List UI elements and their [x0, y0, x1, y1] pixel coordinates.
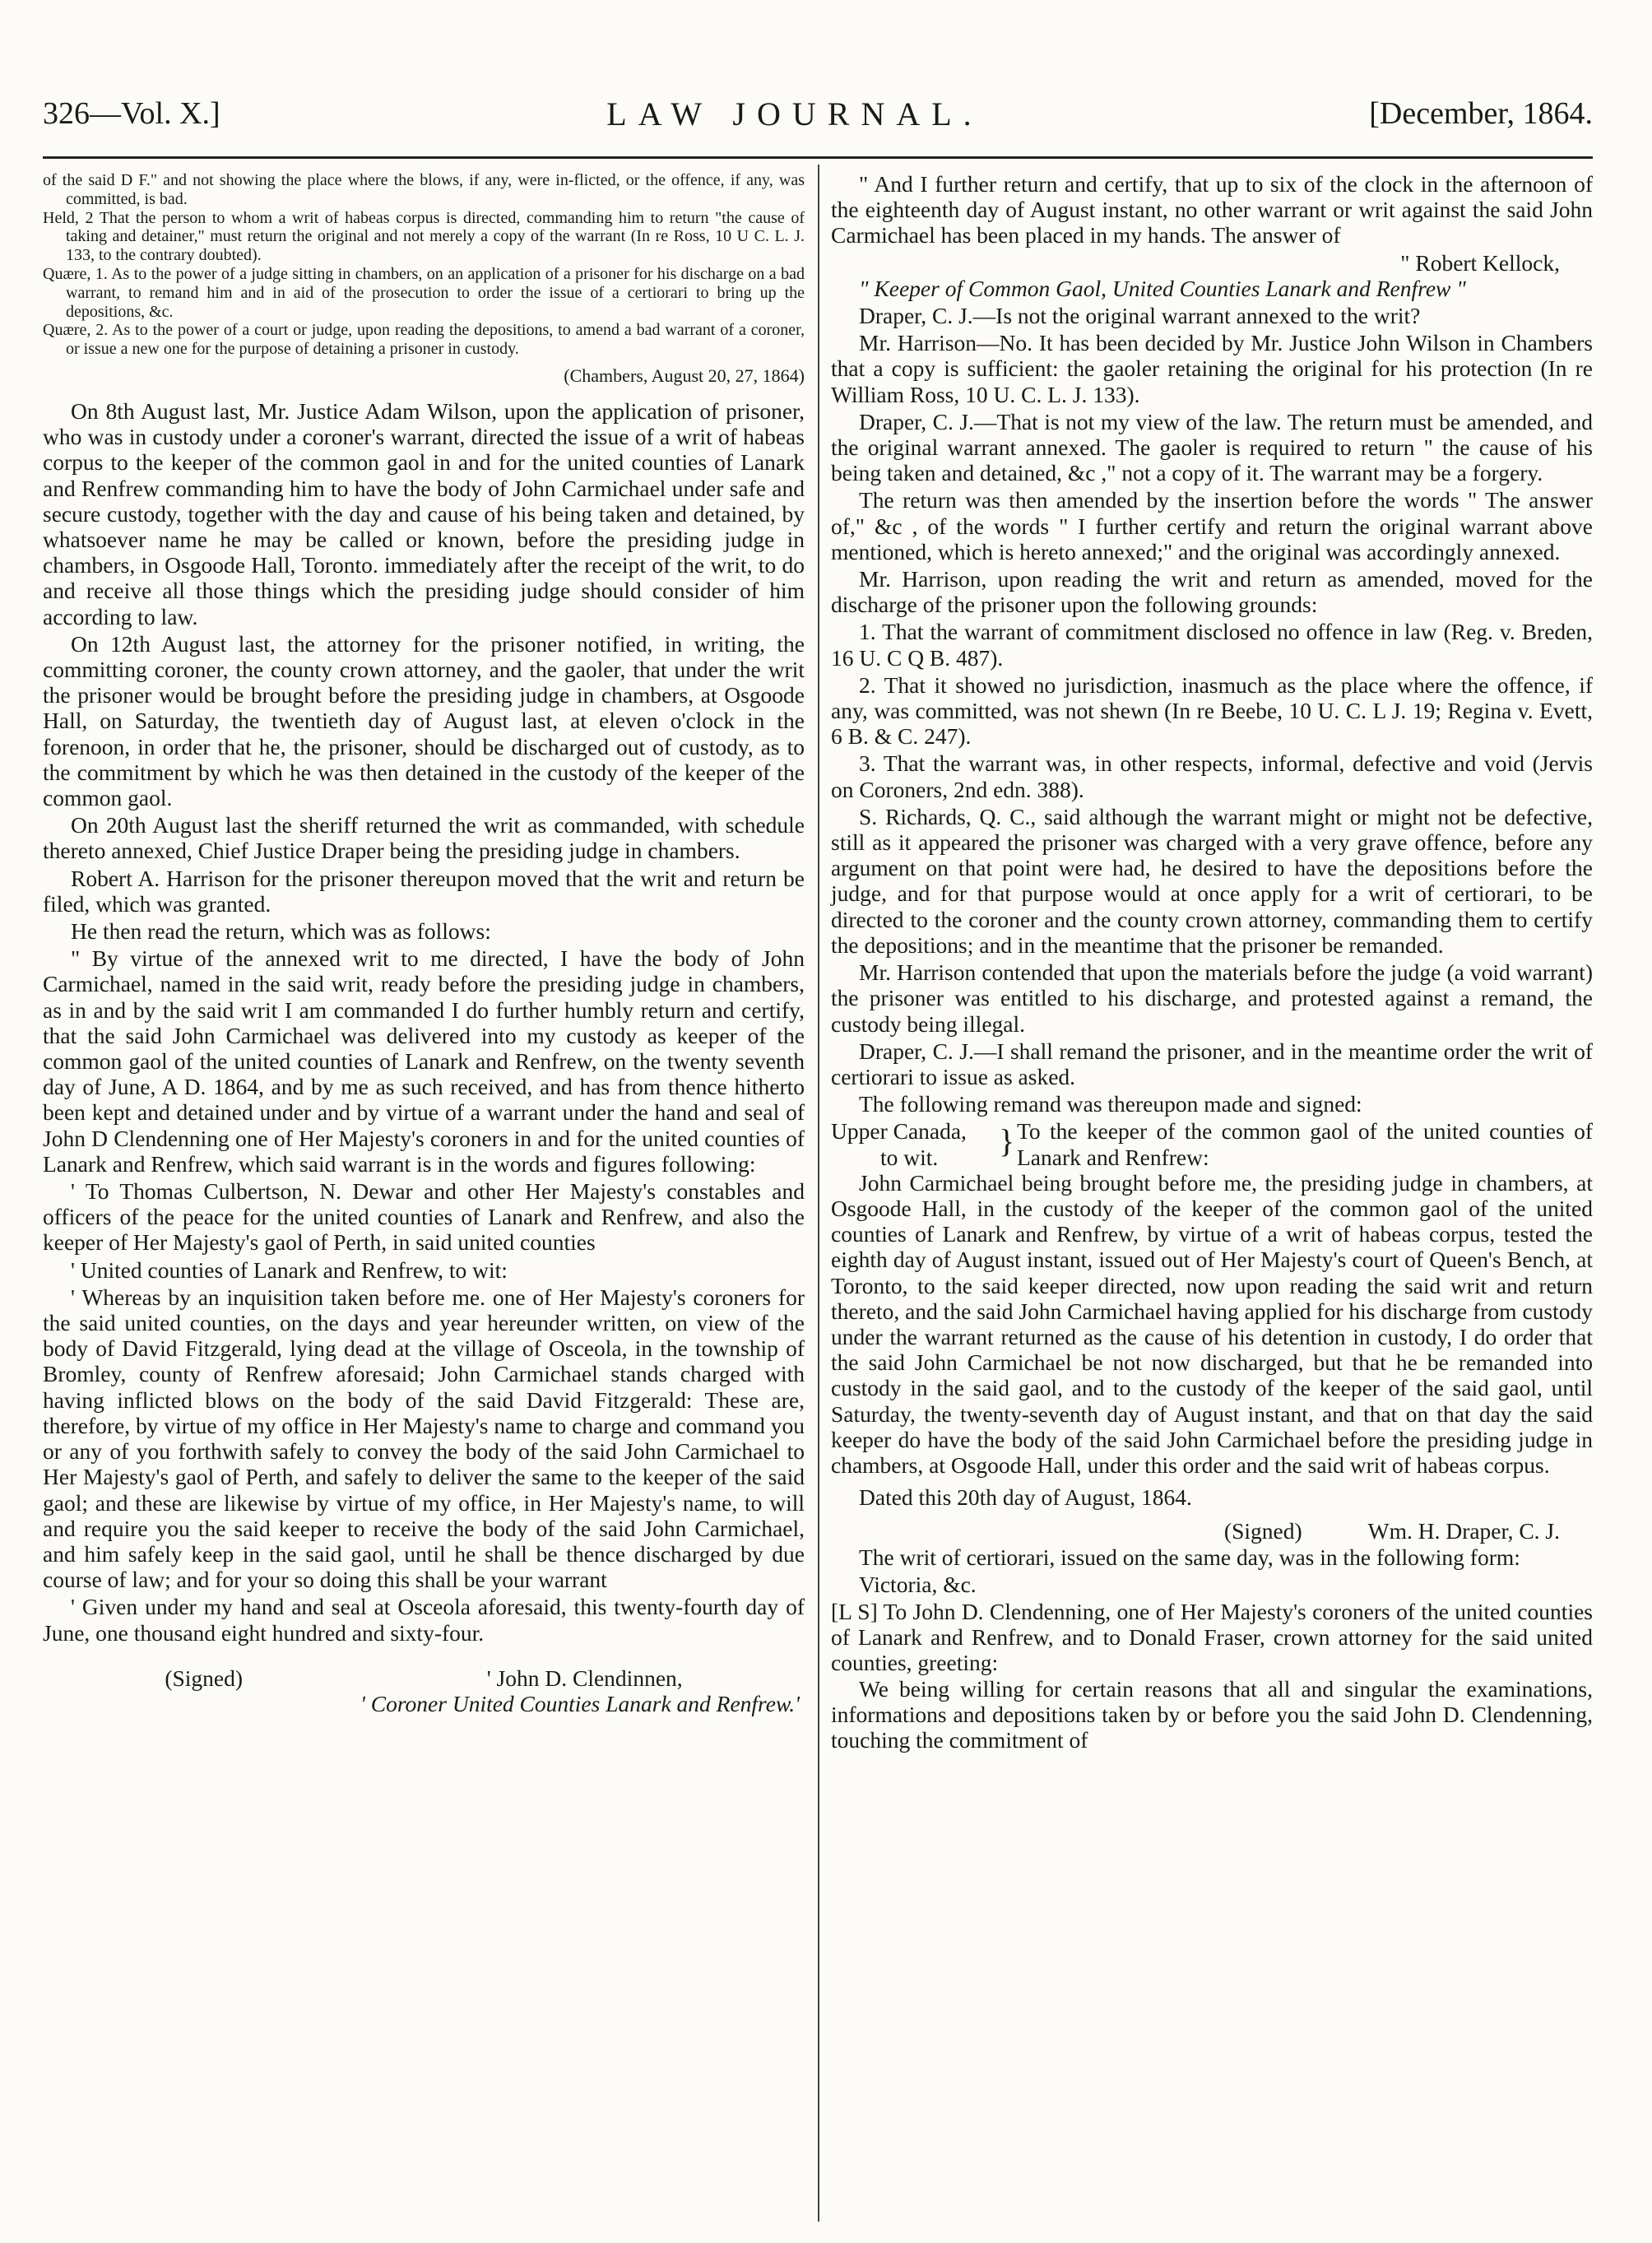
paragraph: Draper, C. J.—Is not the original warrant annexed to the writ?: [859, 303, 1421, 329]
victoria-line: Victoria, &c.: [859, 1571, 977, 1597]
paragraph: ' Whereas by an inquisition taken before me. one of Her Majesty's coroners for the said united counties, on the days and year hereunder written, on view of the body of David Fitzgerald, lying dead at the village of Osceola, in the township of Bromley, county of Renfrew aforesaid; John Carmichael stands charged with having inflicted blows on the body of the said David Fitzgerald: These are, therefore, by virtue of my office in Her Majesty's name to charge and command you or any of you forthwith safely to convey the body of the said John Carmichael to Her Majesty's gaol of Perth, and safely to deliver the same to the keeper of the said gaol; and these are likewise by virtue of my office, in Her Majesty's name, to will and require you the said keeper to receive the body of the said John Carmichael, and him safely keep in the said gaol, until he shall be thence discharged by due course of law; and for your so doing this shall be your warrant: [43, 1284, 805, 1593]
paragraph: ' United counties of Lanark and Renfrew, to wit:: [71, 1256, 508, 1283]
brace-glyph: }: [999, 1122, 1015, 1160]
draper-signature: [831, 1518, 1593, 1544]
certiorari-address: [L S] To John D. Clendenning, one of Her Majesty's coroners of the united counties of Lanark and Renfrew, and to Donald Fraser, crown attorney for the said united counties, greeting:: [831, 1598, 1593, 1676]
ground-item: 1. That the warrant of commitment disclosed no offence in law (Reg. v. Breden, 16 U. C Q B. 487).: [831, 619, 1593, 671]
page-label: 326—Vol. X.]: [43, 96, 220, 131]
paragraph: The following remand was thereupon made and signed:: [859, 1091, 1362, 1117]
paragraph: Mr. Harrison, upon reading the writ and return as amended, moved for the discharge of the prisoner upon the following grounds:: [831, 566, 1593, 618]
coroner-name: ' John D. Clendinnen,: [486, 1665, 683, 1691]
signed-label: (Signed): [1223, 1518, 1302, 1544]
paragraph: On 20th August last the sheriff returned the writ as commanded, with schedule thereto annexed, Chief Justice Draper being the presiding judge in chambers.: [43, 812, 805, 864]
paragraph: The return was then amended by the insertion before the words " The answer of," &c , of the words " I further certify and return the original warrant above mentioned, which is hereto annexed;" and the original was accordingly annexed.: [831, 487, 1593, 564]
paragraph: Mr. Harrison—No. It has been decided by Mr. Justice John Wilson in Chambers that a copy is sufficient: the gaoler retaining the original for his protection (In re William Ross, 10 U. C. L. J. 133).: [831, 330, 1593, 407]
coroner-title: ' Coroner United Counties Lanark and Renfrew.': [360, 1690, 800, 1716]
ground-item: 3. That the warrant was, in other respects, informal, defective and void (Jervis on Coroners, 2nd edn. 388).: [831, 750, 1593, 802]
paragraph: Draper, C. J.—I shall remand the prisoner, and in the meantime order the writ of certiorari to issue as asked.: [831, 1038, 1593, 1089]
journal-title: LAW JOURNAL.: [606, 95, 983, 132]
order-heading-address: To the keeper of the common gaol of the united counties of Lanark and Renfrew:: [1017, 1118, 1593, 1170]
paragraph: ' Given under my hand and seal at Osceola aforesaid, this twenty-fourth day of June, one thousand eight hundred and sixty-four.: [43, 1594, 805, 1646]
paragraph: " By virtue of the annexed writ to me directed, I have the body of John Carmichael, named in the said writ, ready before the presiding judge in chambers, as in and by the said writ I am commanded I do further humbly return and certify, that the said John Carmichael was delivered into my custody as keeper of the common gaol of the united counties of Lanark and Renfrew, on the twenty seventh day of June, A D. 1864, and by me as such received, and has from thence hitherto been kept and detained under and by virtue of a warrant under the hand and seal of John D Clendenning one of Her Majesty's coroners in and for the united counties of Lanark and Renfrew, which said warrant is in the words and figures following:: [43, 945, 805, 1177]
running-head: [43, 89, 1593, 138]
ground-item: 2. That it showed no jurisdiction, inasmuch as the place where the offence, if any, was committed, was not shewn (In re Beebe, 10 U. C. L J. 19; Regina v. Evett, 6 B. & C. 247).: [831, 671, 1593, 750]
order-heading-to-wit: to wit.: [880, 1144, 939, 1170]
headnote-line: Quære, 1. As to the power of a judge sitting in chambers, on an application of a prisoner for his discharge on a bad warrant, to remand him and in aid of the prosecution to order the issue of a certiorari to bring up the depositions, &c.: [43, 264, 805, 321]
return-continued: " And I further return and certify, that up to six of the clock in the afternoon of the eighteenth day of August instant, no other warrant or writ against the said John Carmichael has been placed in my hands. The answer of: [831, 171, 1593, 248]
column-divider: [818, 165, 819, 2222]
chambers-date: (Chambers, August 20, 27, 1864): [564, 365, 805, 386]
keeper-title: " Keeper of Common Gaol, United Counties Lanark and Renfrew ": [859, 275, 1466, 301]
headnote-line: of the said D F." and not showing the place where the blows, if any, were in-flicted, or the offence, if any, was committed, is bad.: [43, 171, 805, 208]
signed-name: Wm. H. Draper, C. J.: [1367, 1518, 1560, 1544]
paragraph: ' To Thomas Culbertson, N. Dewar and other Her Majesty's constables and officers of the peace for the united counties of Lanark and Renfrew, and also the keeper of Her Majesty's gaol of Perth, in said united counties: [43, 1178, 805, 1256]
header-rule: [43, 156, 1593, 159]
issue-date: [December, 1864.: [1369, 96, 1593, 131]
order-body: John Carmichael being brought before me, the presiding judge in chambers, at Osgoode Hall, in the custody of the keeper of the common gaol of the united counties of Lanark and Renfrew, by virtue of a writ of habeas corpus, tested the eighth day of August instant, issued out of Her Majesty's court of Queen's Bench, at Toronto, to the said keeper directed, now upon reading the said writ and return thereto, and the said John Carmichael having applied for his discharge from custody under the warrant returned as the cause of his detention in custody, I do order that the said John Carmichael be not now discharged, but that he be remanded into custody in the said gaol, and to the custody of the keeper of the said gaol, until Saturday, the twenty-seventh day of August instant, and that on that day the said keeper do have the body of the said John Carmichael before the presiding judge in chambers, at Osgoode Hall, under this order and the said writ of habeas corpus.: [831, 1169, 1593, 1478]
right-column: [831, 171, 1593, 1754]
paragraph: Mr. Harrison contended that upon the materials before the judge (a void warrant) the prisoner was entitled to his discharge, and protested against a remand, the custody being illegal.: [831, 959, 1593, 1037]
certiorari-body: We being willing for certain reasons that all and singular the examinations, informations and depositions taken by or before you the said John D. Clendenning, touching the commitment of: [831, 1675, 1593, 1753]
headnote-line: Quære, 2. As to the power of a court or judge, upon reading the depositions, to amend a bad warrant of a coroner, or issue a new one for the purpose of detaining a prisoner in custody.: [43, 321, 805, 359]
order-heading-province: Upper Canada,: [831, 1118, 967, 1145]
paragraph: Robert A. Harrison for the prisoner thereupon moved that the writ and return be filed, which was granted.: [43, 865, 805, 917]
paragraph: Draper, C. J.—That is not my view of the law. The return must be amended, and the original warrant annexed. The gaoler is required to return " the cause of his being taken and detained, &c ," not a copy of it. The warrant may be a forgery.: [831, 408, 1593, 486]
signed-label: (Signed): [165, 1665, 244, 1691]
certiorari-intro: The writ of certiorari, issued on the same day, was in the following form:: [859, 1544, 1520, 1570]
left-column: [43, 171, 805, 1716]
paragraph: S. Richards, Q. C., said although the warrant might or might not be defective, still as it appeared the prisoner was charged with a very grave offence, before any argument on that point were had, he desired to have the depositions before the judge, and for that purpose would at once apply for a writ of certiorari, to be directed to the coroner and the county crown attorney, commanding them to certify the depositions; and in the meantime that the prisoner be remanded.: [831, 803, 1593, 958]
order-dated: Dated this 20th day of August, 1864.: [859, 1484, 1192, 1511]
paragraph: On 8th August last, Mr. Justice Adam Wilson, upon the application of prisoner, who was in custody under a coroner's warrant, directed the issue of a writ of habeas corpus to the keeper of the common gaol in and for the united counties of Lanark and Renfrew commanding him to have the body of John Carmichael under safe and secure custody, together with the day and cause of his being taken and detained, by whatsoever name he may be called or known, before the presiding judge in chambers, in Osgoode Hall, Toronto. immediately after the receipt of the writ, to do and receive all those things which the presiding judge should consider of him according to law.: [43, 397, 805, 629]
coroner-signature: [43, 1665, 805, 1716]
headnote-line: Held, 2 That the person to whom a writ of habeas corpus is directed, commanding him to return "the cause of taking and detainer," must return the original and not merely a copy of the warrant (In re Ross, 10 U C. L. J. 133, to the contrary doubted).: [43, 208, 805, 265]
keeper-name: " Robert Kellock,: [1400, 249, 1560, 276]
paragraph: On 12th August last, the attorney for the prisoner notified, in writing, the committing coroner, the county crown attorney, and the gaoler, that under the writ the prisoner would be brought before the presiding judge in chambers, at Osgoode Hall, on Saturday, the twentieth day of August last, at eleven o'clock in the forenoon, in order that he, the prisoner, should be discharged out of custody, as to the commitment by which he was then detained in the custody of the keeper of the common gaol.: [43, 630, 805, 811]
paragraph: He then read the return, which was as follows:: [71, 918, 491, 945]
order-heading: [831, 1118, 1593, 1169]
